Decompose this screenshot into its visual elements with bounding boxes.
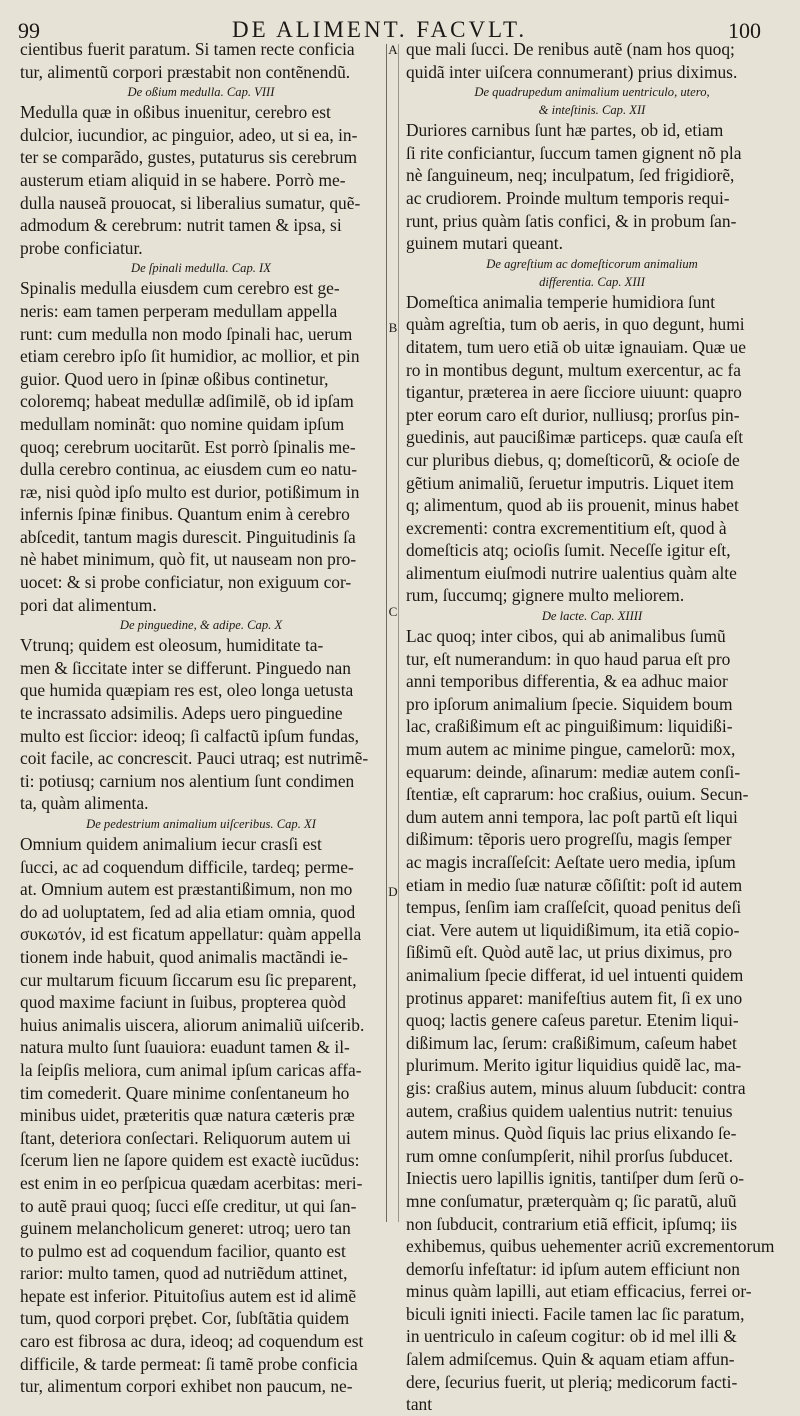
text-line: rarior: multo tamen, quod ad nutriẽdum attinet,: [20, 1263, 348, 1284]
text-line: huius animalis uiscera, aliorum animaliũ uiſcerib.: [20, 1014, 365, 1035]
text-line: ciat. Vere autem ut liquidißimum, ita etiã copio-: [406, 919, 740, 940]
text-line: cur multarum ficuum ſiccarum esu ſic preparent,: [20, 969, 357, 990]
margin-letter-d: D: [388, 884, 398, 899]
text-line: tum, quod corpori prębet. Cor, ſubſtãtia quidem: [20, 1308, 350, 1329]
text-line: ſalem admiſcemus. Quin & aquam etiam affun-: [406, 1349, 735, 1370]
text-line: est enim in eo perſpicua quædam acerbitas: meri-: [20, 1172, 363, 1193]
text-line: infernis ſpinæ finibus. Quantum enim à cerebro: [20, 504, 350, 525]
text-line: la ſeipſis meliora, cum animal ipſum caricas affa-: [20, 1059, 362, 1080]
text-line: runt, prius quàm ſatis confici, & in probum ſan-: [406, 210, 737, 231]
text-line: ſißimũ eſt. Quòd autẽ lac, ut prius diximus, pro: [406, 942, 733, 963]
text-line: Duriores carnibus ſunt hæ partes, ob id, etiam: [406, 120, 724, 141]
margin-letter-a: A: [388, 42, 398, 57]
text-line: autem, craßius quidem ualentius nutrit: tenuius: [406, 1100, 733, 1121]
text-line: dißimum lac, ſerum: craßißimum, caſeum habet: [406, 1032, 737, 1053]
text-line: non ſubducit, contrarium etiã efficit, ipſumq; iis: [406, 1213, 737, 1234]
text-line: nè habet minimum, quò fit, ut nauseam non pro-: [20, 549, 357, 570]
left-column: [20, 38, 382, 1398]
text-line: minibus uidet, præteritis quæ natura cæteris præ: [20, 1105, 355, 1126]
text-line: Domeſtica animalia temperie humidiora ſunt: [406, 291, 716, 312]
text-line: ta, quàm alimenta.: [20, 793, 149, 814]
text-line: pori dat alimentum.: [20, 594, 157, 615]
text-line: dum autem anni tempora, lac poſt partũ eſt liqui: [406, 806, 738, 827]
text-line: etiam in medio ſuæ naturæ cõſiſtit: poſt id autem: [406, 874, 743, 895]
text-line: abſcedit, tantum magis durescit. Pinguitudinis ſa: [20, 526, 356, 547]
text-line: plurimum. Merito igitur liquidius quidẽ lac, ma-: [406, 1055, 742, 1076]
text-line: que mali ſucci. De renibus autẽ (nam hos quoq;: [406, 39, 735, 59]
text-line: ditatem, tum uero etiã ob uitæ ignauiam. Quæ ue: [406, 336, 747, 357]
text-line: Iniectis uero lapillis ignitis, tantiſper dum ſerũ o-: [406, 1168, 745, 1189]
text-line: Medulla quæ in oßibus inuenitur, cerebro est: [20, 102, 331, 123]
text-line: caro est fibrosa ac dura, ideoq; ad coquendum est: [20, 1331, 364, 1352]
text-line: ſtentiæ, eſt caprarum: hoc craßius, ouium. Secun-: [406, 784, 749, 805]
margin-letter-b: B: [388, 320, 398, 335]
section-heading: De pedestrium animalium uiſceribus. Cap. XI: [86, 817, 316, 831]
text-line: guedinis, aut paucißimæ particeps. quæ cauſa eſt: [406, 427, 744, 448]
text-line: multo est ſiccior: ideoq; ſi calfactũ ipſum fundas,: [20, 725, 360, 746]
text-line: quàm agreſtia, tum ob aeris, in quo degunt, humi: [406, 314, 745, 335]
text-line: tur, alimentũ corpori præstabit non contẽnendũ.: [20, 61, 351, 82]
text-line: dulla nauseã prouocat, si liberalius sumatur, quẽ-: [20, 192, 361, 213]
text-line: alimentum eiuſmodi nutrire ualentius quàm alte: [406, 562, 737, 583]
text-line: ter se comparãdo, gustes, putaturus sis cerebrum: [20, 147, 358, 168]
text-line: etiam cerebro ipſo ſit humidior, ac mollior, et pin: [20, 346, 360, 367]
section-heading: De agreſtium ac domeſticorum animalium: [486, 256, 698, 271]
text-line: ſtant, deteriora conſectari. Reliquorum autem ui: [20, 1127, 351, 1148]
text-line: pro ipſorum animalium ſpecie. Siquidem boum: [406, 693, 733, 714]
text-line: do ad uoluptatem, ſed ad alia etiam omnia, quod: [20, 901, 356, 922]
text-line: ſi rite conficiantur, ſuccum tamen gignent nõ pla: [406, 142, 742, 163]
section-heading: De quadrupedum animalium uentriculo, utero,: [474, 85, 710, 100]
text-line: excrementi: contra excrementitium eſt, quod à: [406, 517, 727, 538]
section-heading: differentia. Cap. XIII: [539, 274, 645, 289]
text-line: tant: [406, 1394, 433, 1415]
section-heading: De lacte. Cap. XIIII: [541, 609, 643, 624]
text-line: uocet: & si probe conficiatur, non exiguum cor-: [20, 572, 352, 593]
text-line: to autẽ praui quoq; ſucci eſſe creditur, ut qui ſan-: [20, 1195, 357, 1216]
text-line: gis: craßius autem, minus aluum ſubducit: contra: [406, 1077, 746, 1098]
text-line: anni temporibus differentia, & ea adhuc maior: [406, 671, 728, 692]
right-column: [406, 38, 778, 1416]
text-line: q; alimentum, quod ab iis prouenit, minus habet: [406, 495, 739, 516]
column-rule: [398, 44, 399, 1222]
text-line: mum autem ac minime pingue, camelorũ: mox,: [406, 739, 736, 760]
text-line: quoq; lactis genere caſeus paretur. Etenim liqui-: [406, 1010, 739, 1031]
text-line: austerum etiam aliquid in se habere. Porrò me-: [20, 169, 346, 190]
text-line: συκωτόν, id est ficatum appellatur: quàm appella: [20, 924, 362, 945]
text-line: dere, ſecurius fuerit, ut plerią; medicorum facti-: [406, 1371, 738, 1392]
text-line: ſucci, ac ad coquendum difficile, tardeq; perme-: [20, 856, 354, 877]
text-line: lac, craßißimum eſt ac pinguißimum: liquidißi-: [406, 716, 733, 737]
text-line: Lac quoq; inter cibos, qui ab animalibus ſumũ: [406, 626, 726, 647]
text-line: ræ, nisi quòd ipſo multo est durior, potißimum in: [20, 481, 360, 502]
text-line: at. Omnium autem est præstantißimum, non mo: [20, 879, 353, 900]
text-line: ac crudiorem. Proinde multum temporis requi-: [406, 187, 730, 208]
text-line: rum omne conſumpſerit, nihil prorſus ſubducet.: [406, 1145, 733, 1166]
text-line: demorſu infeſtatur: id ipſum autem efficiunt non: [406, 1258, 740, 1279]
text-line: tigantur, præterea in aere ſicciore uiuunt: quapro: [406, 382, 742, 403]
text-line: que humida quæpiam res est, oleo longa uetusta: [20, 680, 354, 701]
text-line: domeſticis atq; ocioſis ſumit. Neceſſe igitur eſt,: [406, 540, 731, 561]
text-line: medullam nominãt: quo nomine quidam ipſum: [20, 413, 345, 434]
text-line: quidã inter uiſcera connumerant) prius diximus.: [406, 61, 738, 82]
text-line: minus quàm lapilli, aut etiam efficacius, ferrei or-: [406, 1281, 752, 1302]
column-rule: [386, 44, 387, 1222]
text-line: Spinalis medulla eiusdem cum cerebro est ge-: [20, 278, 340, 299]
text-line: dißimum: tẽporis uero progreſſu, magis ſemper: [406, 829, 732, 850]
text-line: autem minus. Quòd ſiquis lac prius elixando ſe-: [406, 1123, 737, 1144]
text-line: quoq; cerebrum uocitarũt. Est porrò ſpinalis me-: [20, 436, 356, 457]
text-line: difficile, & tarde permeat: ſi tamẽ probe conficia: [20, 1353, 358, 1374]
text-line: admodum & cerebrum: nutrit tamen & ipsa, si: [20, 215, 342, 236]
section-heading: & inteſtinis. Cap. XII: [538, 103, 646, 118]
text-line: cientibus fuerit paratum. Si tamen recte conficia: [20, 39, 355, 59]
text-line: dulla cerebro continua, ac eiusdem cum eo natu-: [20, 459, 358, 480]
margin-letter-c: C: [388, 604, 398, 619]
text-line: coloremq; habeat medullæ adſimilẽ, ob id ipſam: [20, 391, 354, 412]
text-line: tionem inde habuit, quod animalis mactãndi ie-: [20, 946, 348, 967]
section-heading: De oßium medulla. Cap. VIII: [127, 85, 275, 100]
text-line: tur, alimentum corpori exhibet non paucum, ne-: [20, 1376, 353, 1397]
text-line: ro in montibus degunt, multum exercentur, ac fa: [406, 359, 741, 380]
text-line: gẽtium animaliũ, ſeruetur imputris. Liquet item: [406, 472, 734, 493]
text-line: tim comederit. Quare minime conſentaneum ho: [20, 1082, 350, 1103]
text-line: ti: potiusq; carnium nos alentium ſunt condimen: [20, 770, 355, 791]
text-line: guinem mutari queant.: [406, 233, 563, 254]
text-line: exhibemus, quibus uehementer acriũ excrementorum: [406, 1236, 775, 1257]
text-line: protinus apparet: manifeſtius autem fit, ſi ex uno: [406, 987, 743, 1008]
text-line: to pulmo est ad coquendum facilior, quanto est: [20, 1240, 346, 1261]
text-line: pter eorum caro eſt durior, nulliusq; prorſus pin-: [406, 404, 740, 425]
text-line: Omnium quidem animalium iecur crasſi est: [20, 834, 322, 854]
page-number-right: 100: [728, 18, 761, 43]
text-line: rum, ſuccumq; gignere multo meliorem.: [406, 585, 685, 606]
text-line: guior. Quod uero in ſpinæ oßibus continetur,: [20, 368, 329, 389]
text-line: guinem melancholicum generet: utroq; uero tan: [20, 1218, 351, 1239]
text-line: mne conſumatur, præterquàm q; ſic paratũ, aluũ: [406, 1190, 737, 1211]
text-line: animalium ſpecie differat, id uel intuenti quidem: [406, 964, 744, 985]
text-line: hepate est inferior. Pituitoſius autem est id alimẽ: [20, 1285, 357, 1306]
text-line: in uentriculo in caſeum cogitur: ob id mel illi &: [406, 1326, 737, 1347]
section-heading: De ſpinali medulla. Cap. IX: [131, 261, 271, 276]
text-line: nè ſanguineum, neq; inculpatum, ſed frigidiorẽ,: [406, 165, 735, 186]
text-line: ſcerum lien ne ſapore quidem est exactè iucũdus:: [20, 1150, 360, 1171]
text-line: men & ſiccitate inter se differunt. Pinguedo nan: [20, 657, 351, 678]
text-line: neris: eam tamen perperam medullam appella: [20, 300, 338, 321]
running-title: DE ALIMENT. FACVLT.: [232, 17, 528, 42]
text-line: quod maxime faciunt in ſuibus, propterea quòd: [20, 992, 346, 1013]
text-line: coit facile, ac concrescit. Pauci utraq; est nutrimẽ-: [20, 748, 369, 769]
text-line: probe conficiatur.: [20, 237, 143, 258]
text-line: tur, eſt numerandum: in quo haud parua eſt pro: [406, 648, 731, 669]
section-heading: De pinguedine, & adipe. Cap. X: [119, 618, 283, 633]
page-number-left: 99: [18, 18, 40, 43]
text-line: tempus, ſenſim iam craſſeſcit, quoad penitus deſi: [406, 897, 742, 918]
text-line: ac magis incraſſeſcit: Aeſtate uero media, ipſum: [406, 852, 736, 872]
text-line: Vtrunq; quidem est oleosum, humiditate ta-: [20, 635, 324, 656]
text-line: te incrassato adsimilis. Adeps uero pinguedine: [20, 703, 343, 724]
text-line: runt: cum medulla non modo ſpinali hac, uerum: [20, 323, 353, 344]
text-line: equarum: deinde, aſinarum: mediæ autem conſi-: [406, 761, 741, 782]
text-line: cur pluribus diebus, q; domeſticorũ, & ocioſe de: [406, 449, 740, 470]
text-line: dulcior, iucundior, ac pinguior, adeo, ut si ea, in-: [20, 124, 358, 145]
text-line: natura multo ſunt ſuauiora: euadunt tamen & il-: [20, 1037, 350, 1058]
text-line: biculi igniti iniecti. Facile tamen lac ſic paratum,: [406, 1303, 745, 1324]
